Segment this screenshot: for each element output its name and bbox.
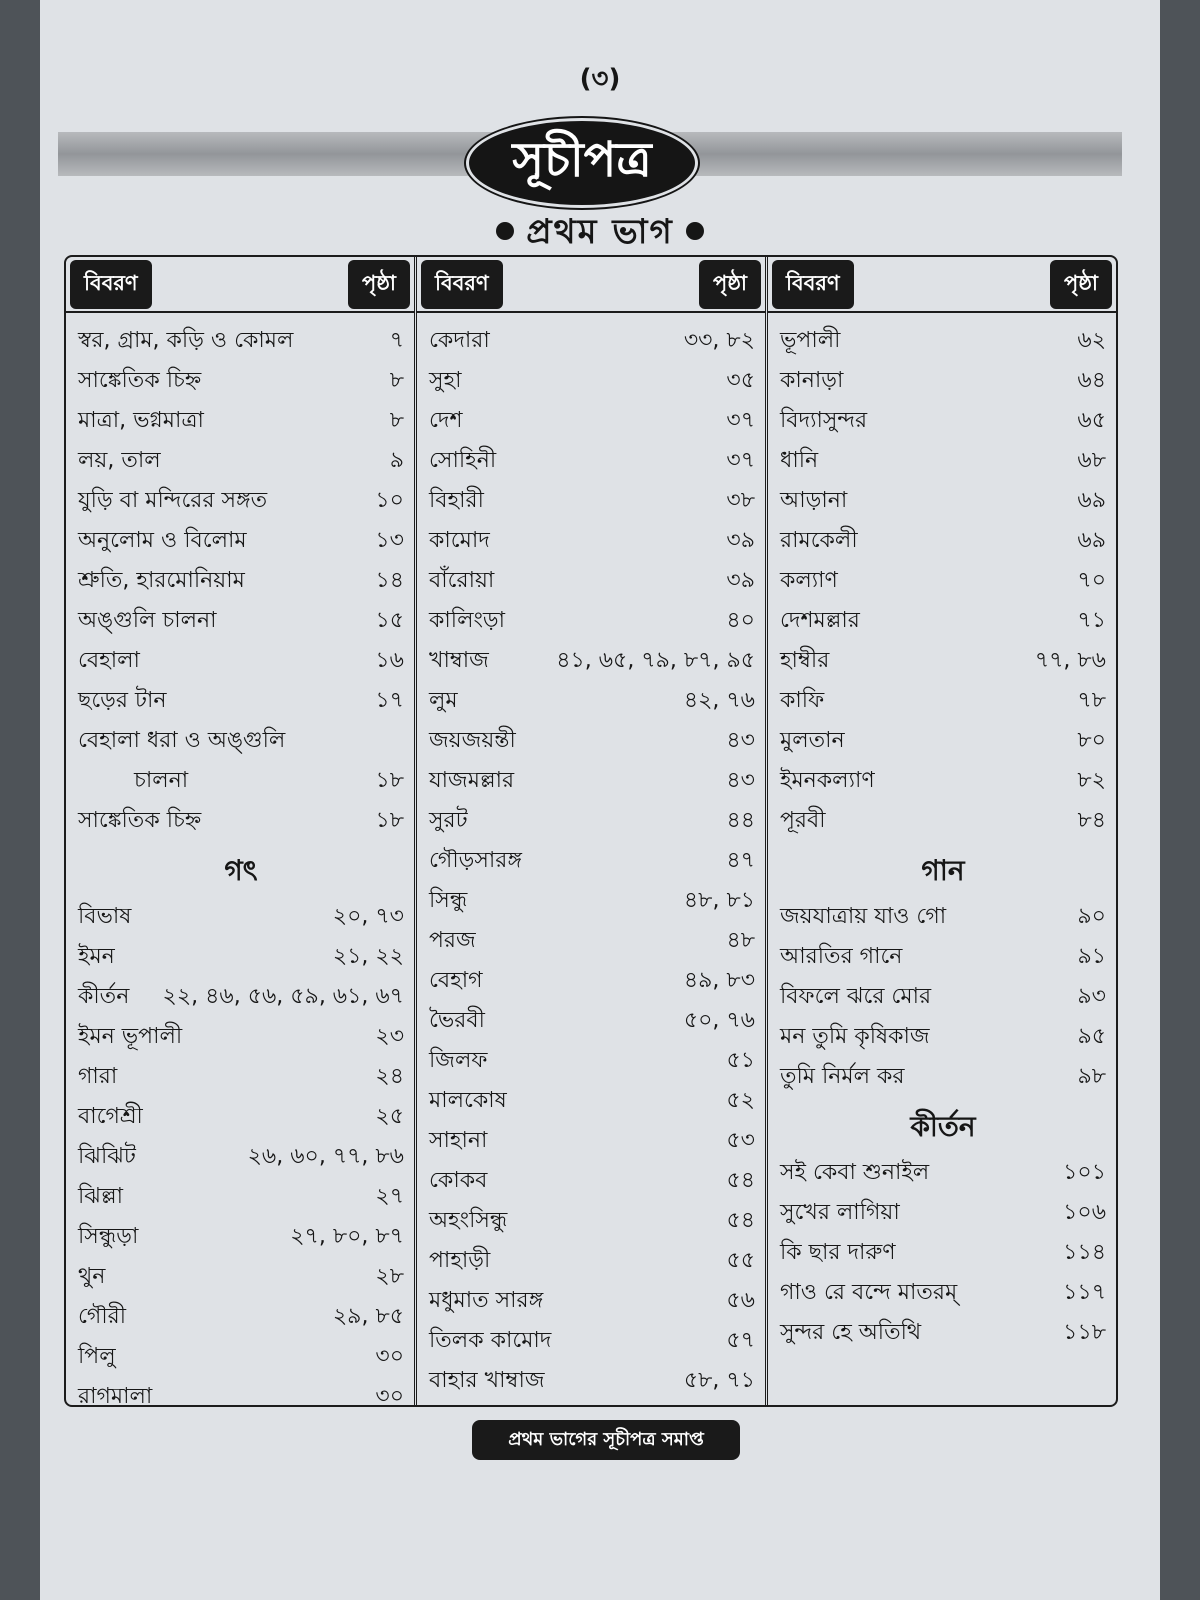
entry-pages: ৫৭ — [726, 1328, 755, 1353]
entry-pages: ৫৬ — [726, 1288, 755, 1313]
entry-pages: ৪০ — [726, 608, 755, 633]
bullet-dot-left — [496, 222, 514, 240]
entry-pages: ৫৪ — [726, 1168, 755, 1193]
entry-pages: ১০ — [375, 488, 404, 513]
toc-entry — [429, 521, 755, 561]
entry-title: কি ছার দারুণ — [780, 1240, 896, 1265]
toc-entry — [429, 1281, 755, 1321]
toc-entry — [780, 1313, 1106, 1353]
entry-title: কল্যাণ — [780, 568, 838, 593]
entry-title: আড়ানা — [780, 488, 848, 513]
entry-title: বিফলে ঝরে মোর — [780, 984, 932, 1009]
toc-entry — [780, 1233, 1106, 1273]
entry-title: মন তুমি কৃষিকাজ — [780, 1024, 930, 1049]
toc-end-note: প্রথম ভাগের সূচীপত্র সমাপ্ত — [472, 1420, 740, 1460]
entry-title: সাহানা — [429, 1128, 488, 1153]
entry-title: কালিংড়া — [429, 608, 506, 633]
entry-title: অঙ্গুলি চালনা — [78, 608, 217, 633]
header-description: বিবরণ — [421, 260, 503, 309]
entry-title: বাহার খাম্বাজ — [429, 1368, 545, 1393]
entry-pages: ২৯, ৮৫ — [332, 1304, 404, 1329]
entry-pages: ১৭ — [375, 688, 404, 713]
entry-pages: ৭১ — [1077, 608, 1106, 633]
entry-title: জয়যাত্রায় যাও গো — [780, 904, 947, 929]
entry-title: ঝিল্লা — [78, 1184, 123, 1209]
entry-pages: ৩৯ — [726, 568, 755, 593]
entry-title: ছড়ের টান — [78, 688, 167, 713]
entry-pages: ৪৭ — [726, 848, 755, 873]
toc-entry — [429, 361, 755, 401]
toc-entry — [78, 521, 404, 561]
entry-pages: ৫৩ — [726, 1128, 755, 1153]
entry-pages: ৬৫ — [1077, 408, 1106, 433]
entry-title: ভূপালী — [780, 328, 841, 353]
toc-entry — [780, 1017, 1106, 1057]
toc-entry — [78, 641, 404, 681]
entry-title: ইমনকল্যাণ — [780, 768, 875, 793]
toc-entry — [429, 961, 755, 1001]
entry-pages: ৩৩, ৮২ — [683, 328, 755, 353]
entry-pages: ৩৭ — [726, 408, 755, 433]
entry-pages: ৪৯, ৮৩ — [683, 968, 755, 993]
entry-pages: ১৩ — [375, 528, 404, 553]
entry-pages: ৬৪ — [1077, 368, 1106, 393]
entry-pages: ২৩ — [375, 1024, 404, 1049]
entry-title: গৌরী — [78, 1304, 127, 1329]
toc-entry — [780, 641, 1106, 681]
entry-pages: ৩৯ — [726, 528, 755, 553]
toc-entry — [429, 401, 755, 441]
toc-entry — [429, 1081, 755, 1121]
header-page: পৃষ্ঠা — [699, 260, 761, 309]
entry-pages: ৭৮ — [1077, 688, 1106, 713]
entry-title: দেশমল্লার — [780, 608, 860, 633]
entry-pages: ৭ — [389, 328, 404, 353]
entry-title: কামোদ — [429, 528, 490, 553]
entry-pages: ১১৮ — [1063, 1320, 1106, 1345]
entry-pages: ৭০ — [1077, 568, 1106, 593]
section-heading: গৎ — [224, 854, 258, 887]
entry-title: আরতির গানে — [780, 944, 903, 969]
section-heading: কীর্তন — [910, 1110, 976, 1143]
entry-title: সাঙ্কেতিক চিহ্ন — [78, 808, 202, 833]
toc-entry — [429, 1361, 755, 1401]
entry-pages: ২৪ — [375, 1064, 404, 1089]
entry-pages: ৪৮ — [726, 928, 755, 953]
entry-pages: ৯০ — [1077, 904, 1106, 929]
entry-title: যুড়ি বা মন্দিরের সঙ্গত — [78, 488, 268, 513]
entry-title: অহংসিন্ধু — [429, 1208, 508, 1233]
entry-title: পরজ — [429, 928, 476, 953]
entry-title: মধুমাত সারঙ্গ — [429, 1288, 544, 1313]
entry-title: স্বর, গ্রাম, কড়ি ও কোমল — [78, 328, 294, 353]
entry-title: লয়, তাল — [78, 448, 161, 473]
toc-entry — [78, 1057, 404, 1097]
entry-pages: ২০, ৭৩ — [332, 904, 404, 929]
entry-pages: ৪১, ৬৫, ৭৯, ৮৭, ৯৫ — [556, 648, 755, 673]
entry-pages: ৯১ — [1077, 944, 1106, 969]
entry-pages: ৪৩ — [726, 768, 755, 793]
entry-pages: ৩৮ — [726, 488, 755, 513]
entry-pages: ৬৯ — [1077, 528, 1106, 553]
entry-pages: ৫৮, ৭১ — [683, 1368, 755, 1393]
toc-entry — [780, 977, 1106, 1017]
toc-entry — [429, 1121, 755, 1161]
entry-title: গারা — [78, 1064, 118, 1089]
entry-pages: ৩৭ — [726, 448, 755, 473]
header-page: পৃষ্ঠা — [348, 260, 410, 309]
toc-entry — [429, 601, 755, 641]
entry-title: থুন — [78, 1264, 106, 1289]
entry-pages: ৫৫ — [726, 1248, 755, 1273]
entry-pages: ৯৩ — [1077, 984, 1106, 1009]
entry-pages: ৯৮ — [1077, 1064, 1106, 1089]
toc-entry — [429, 721, 755, 761]
document-page — [40, 0, 1160, 1600]
entry-title: সুহা — [429, 368, 462, 393]
entry-pages: ১১৪ — [1063, 1240, 1106, 1265]
entry-title: রামকেলী — [780, 528, 858, 553]
entry-pages: ১৫ — [375, 608, 404, 633]
entry-title: ঝিঝিট — [78, 1144, 136, 1169]
entry-title: কেদারা — [429, 328, 490, 353]
entry-title: বেহাগ — [429, 968, 483, 993]
toc-entry — [780, 361, 1106, 401]
entry-title: জয়জয়ন্তী — [429, 728, 516, 753]
entry-pages: ২৭ — [375, 1184, 404, 1209]
toc-entry — [78, 1097, 404, 1137]
toc-entry — [780, 441, 1106, 481]
entry-pages: ৪৮, ৮১ — [683, 888, 755, 913]
part-title-text: প্রথম ভাগ — [526, 212, 674, 252]
entry-pages: ৫১ — [726, 1048, 755, 1073]
toc-entry — [780, 481, 1106, 521]
entry-title: ভৈরবী — [429, 1008, 485, 1033]
entry-pages: ৬৮ — [1077, 448, 1106, 473]
header-description: বিবরণ — [772, 260, 854, 309]
toc-entry — [429, 921, 755, 961]
entry-pages: ৮ — [389, 408, 404, 433]
column-header — [66, 257, 414, 313]
column-header — [768, 257, 1116, 313]
entry-title: ইমন ভূপালী — [78, 1024, 183, 1049]
entry-pages: ৫০, ৭৬ — [683, 1008, 755, 1033]
toc-entry — [429, 1241, 755, 1281]
entry-pages: ২৬, ৬০, ৭৭, ৮৬ — [247, 1144, 404, 1169]
entry-pages: ১৬ — [375, 648, 404, 673]
entry-pages: ১৪ — [375, 568, 404, 593]
toc-entry — [78, 1177, 404, 1217]
entry-list — [66, 313, 414, 1407]
toc-entry — [78, 721, 404, 761]
entry-pages: ২২, ৪৬, ৫৬, ৫৯, ৬১, ৬৭ — [162, 984, 404, 1009]
entry-pages: ৯৫ — [1077, 1024, 1106, 1049]
toc-entry — [429, 1321, 755, 1361]
entry-title: কানাড়া — [780, 368, 844, 393]
entry-title: ইমন — [78, 944, 115, 969]
toc-entry — [78, 1337, 404, 1377]
toc-column — [417, 257, 768, 1405]
toc-entry — [780, 321, 1106, 361]
toc-entry — [78, 481, 404, 521]
entry-title: মালকোষ — [429, 1088, 507, 1113]
toc-entry — [429, 641, 755, 681]
toc-entry — [78, 1017, 404, 1057]
toc-entry — [78, 761, 404, 801]
entry-title: বাগেশ্রী — [78, 1104, 143, 1129]
toc-column — [66, 257, 417, 1405]
toc-entry — [78, 1377, 404, 1407]
entry-pages: ৪৪ — [726, 808, 755, 833]
entry-title: মাত্রা, ভগ্নমাত্রা — [78, 408, 204, 433]
entry-pages: ৮০ — [1077, 728, 1106, 753]
entry-title: হাম্বীর — [780, 648, 830, 673]
toc-entry — [78, 401, 404, 441]
toc-entry — [429, 761, 755, 801]
toc-entry — [780, 897, 1106, 937]
toc-entry — [78, 441, 404, 481]
entry-title: পিলু — [78, 1344, 116, 1369]
entry-title: বেহালা ধরা ও অঙ্গুলি — [78, 728, 286, 753]
toc-entry — [78, 361, 404, 401]
entry-title: বিদ্যাসুন্দর — [780, 408, 868, 433]
toc-entry — [429, 1041, 755, 1081]
toc-entry — [780, 801, 1106, 841]
toc-entry — [780, 601, 1106, 641]
entry-pages: ৩০ — [375, 1344, 404, 1369]
entry-pages: ৮ — [389, 368, 404, 393]
entry-title: মুলতান — [780, 728, 845, 753]
entry-pages: ৫২ — [726, 1088, 755, 1113]
entry-pages: ৭৭, ৮৬ — [1034, 648, 1106, 673]
toc-entry — [429, 841, 755, 881]
entry-title: তিলক কামোদ — [429, 1328, 552, 1353]
header-page: পৃষ্ঠা — [1050, 260, 1112, 309]
entry-pages: ৩৫ — [726, 368, 755, 393]
entry-title: সুখের লাগিয়া — [780, 1200, 900, 1225]
entry-pages: ৮২ — [1077, 768, 1106, 793]
entry-pages: ৫৪ — [726, 1208, 755, 1233]
entry-title: কোকব — [429, 1168, 488, 1193]
toc-entry — [429, 1161, 755, 1201]
entry-pages: ১৮ — [375, 768, 404, 793]
entry-title: ধানি — [780, 448, 819, 473]
entry-title: সিন্ধুড়া — [78, 1224, 139, 1249]
entry-title: তুমি নির্মল কর — [780, 1064, 905, 1089]
entry-title: সিন্ধু — [429, 888, 468, 913]
entry-list — [768, 313, 1116, 1353]
toc-entry — [78, 977, 404, 1017]
toc-entry — [429, 561, 755, 601]
entry-pages: ২১, ২২ — [332, 944, 404, 969]
toc-entry — [780, 561, 1106, 601]
column-header — [417, 257, 765, 313]
entry-pages: ১০৬ — [1063, 1200, 1106, 1225]
entry-pages: ৪৩ — [726, 728, 755, 753]
entry-title: জিলফ — [429, 1048, 488, 1073]
toc-entry — [429, 321, 755, 361]
entry-title: চালনা — [134, 768, 189, 793]
entry-title: বিহারী — [429, 488, 484, 513]
toc-entry — [429, 801, 755, 841]
toc-entry — [78, 1217, 404, 1257]
entry-pages: ৬৯ — [1077, 488, 1106, 513]
toc-entry — [429, 1001, 755, 1041]
entry-title: অনুলোম ও বিলোম — [78, 528, 247, 553]
entry-pages: ১০১ — [1063, 1160, 1106, 1185]
entry-title: খাম্বাজ — [429, 648, 489, 673]
toc-entry — [780, 401, 1106, 441]
entry-title: শ্রুতি, হারমোনিয়াম — [78, 568, 245, 593]
toc-entry — [429, 1201, 755, 1241]
entry-pages: ৯ — [389, 448, 404, 473]
entry-title: সুরট — [429, 808, 468, 833]
entry-pages: ২৫ — [375, 1104, 404, 1129]
entry-title: গৌড়সারঙ্গ — [429, 848, 522, 873]
toc-entry — [780, 681, 1106, 721]
entry-list — [417, 313, 765, 1401]
entry-title: সাঙ্কেতিক চিহ্ন — [78, 368, 202, 393]
toc-entry — [78, 937, 404, 977]
entry-title: বাঁরোয়া — [429, 568, 495, 593]
toc-entry — [429, 881, 755, 921]
bullet-dot-right — [686, 222, 704, 240]
toc-entry — [780, 721, 1106, 761]
entry-title: যাজমল্লার — [429, 768, 515, 793]
toc-table — [64, 255, 1118, 1407]
toc-entry — [780, 761, 1106, 801]
entry-title: পূরবী — [780, 808, 826, 833]
entry-title: কাফি — [780, 688, 825, 713]
toc-entry — [78, 1257, 404, 1297]
page-title: সূচীপত্র — [466, 118, 698, 208]
toc-entry — [78, 561, 404, 601]
entry-title: সুন্দর হে অতিথি — [780, 1320, 922, 1345]
toc-entry — [78, 1137, 404, 1177]
toc-entry — [78, 681, 404, 721]
toc-entry — [78, 321, 404, 361]
toc-entry — [429, 481, 755, 521]
entry-title: দেশ — [429, 408, 463, 433]
toc-entry — [78, 601, 404, 641]
entry-title: লুম — [429, 688, 458, 713]
entry-pages: ৩০ — [375, 1384, 404, 1407]
toc-entry — [429, 441, 755, 481]
toc-entry — [780, 1193, 1106, 1233]
entry-title: বেহালা — [78, 648, 140, 673]
entry-pages: ২৮ — [375, 1264, 404, 1289]
entry-pages: ১৮ — [375, 808, 404, 833]
toc-entry — [78, 897, 404, 937]
entry-pages: ১১৭ — [1063, 1280, 1106, 1305]
entry-title: গাও রে বন্দে মাতরম্ — [780, 1280, 958, 1305]
toc-entry — [780, 1273, 1106, 1313]
entry-title: পাহাড়ী — [429, 1248, 491, 1273]
toc-entry — [429, 681, 755, 721]
page-number: (৩) — [579, 64, 621, 94]
section-heading: গান — [921, 854, 965, 887]
toc-entry — [78, 1297, 404, 1337]
header-description: বিবরণ — [70, 260, 152, 309]
entry-title: কীর্তন — [78, 984, 130, 1009]
entry-pages: ৬২ — [1077, 328, 1106, 353]
entry-pages: ৮৪ — [1077, 808, 1106, 833]
entry-title: বিভাষ — [78, 904, 132, 929]
toc-entry — [780, 937, 1106, 977]
toc-column — [768, 257, 1116, 1405]
entry-title: সই কেবা শুনাইল — [780, 1160, 930, 1185]
entry-pages: ৪২, ৭৬ — [683, 688, 755, 713]
toc-entry — [780, 521, 1106, 561]
toc-entry — [78, 801, 404, 841]
toc-entry — [780, 1153, 1106, 1193]
entry-title: সোহিনী — [429, 448, 497, 473]
toc-entry — [780, 1057, 1106, 1097]
entry-pages: ২৭, ৮০, ৮৭ — [290, 1224, 404, 1249]
entry-title: রাগমালা — [78, 1384, 153, 1407]
